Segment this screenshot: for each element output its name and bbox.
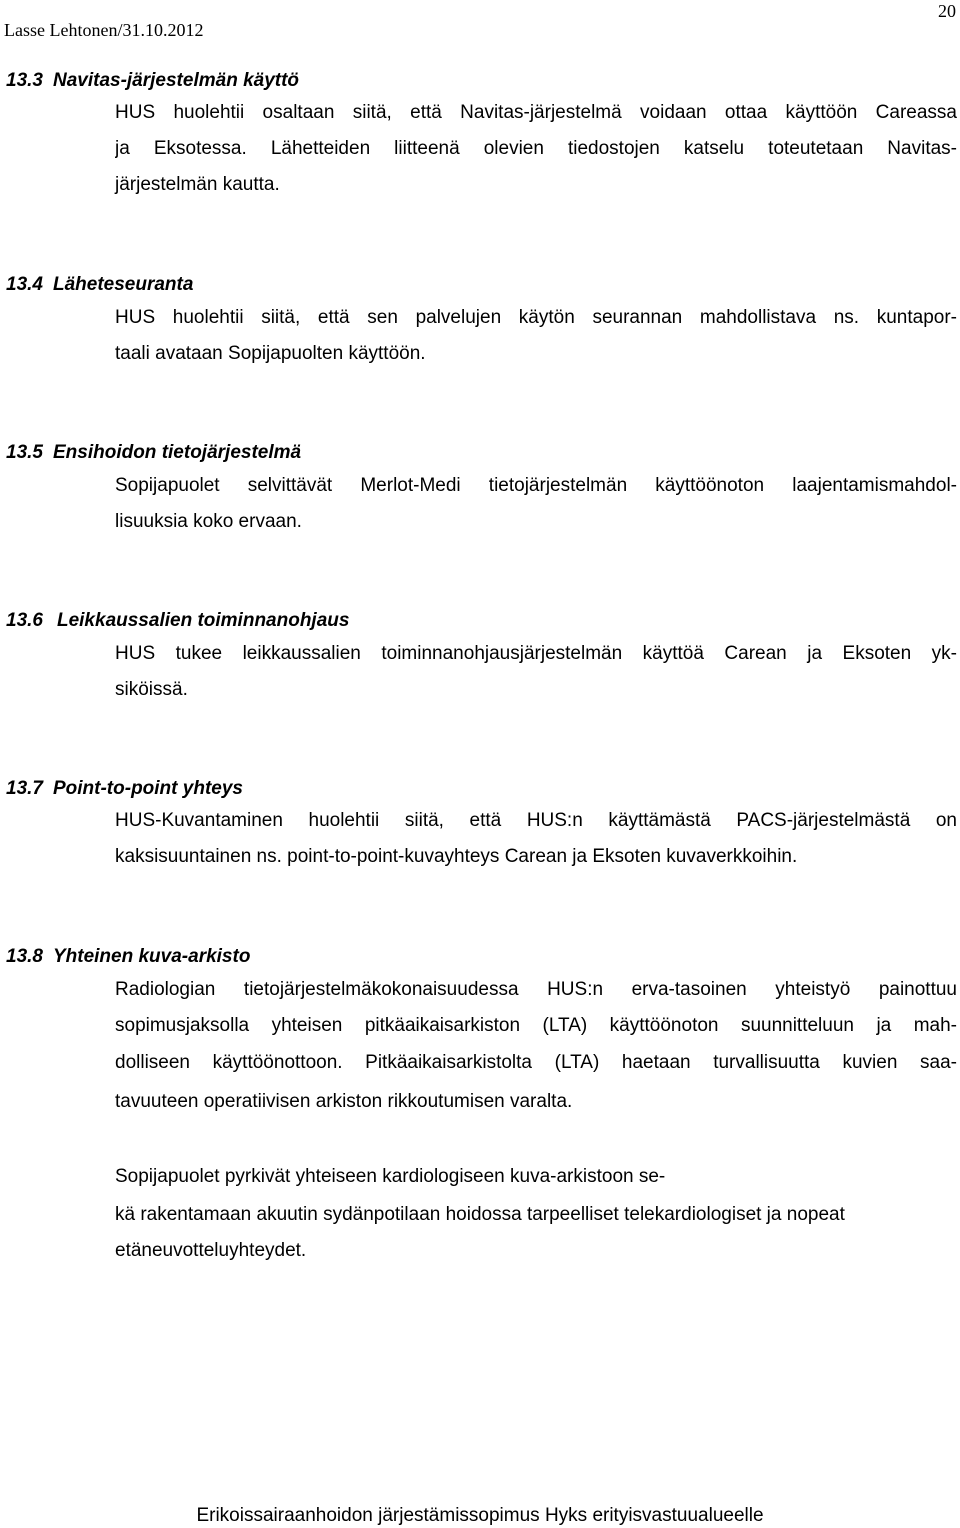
- body-line: HUS-Kuvantaminen huolehtii siitä, että HUS:n käyttämästä PACS-järjestelmästä on: [115, 810, 957, 831]
- section-number: 13.7: [6, 778, 43, 799]
- section-heading-13-6: [6, 610, 349, 632]
- body-line: etäneuvotteluyhteydet.: [115, 1240, 307, 1261]
- section-title: Läheteseuranta: [52, 274, 194, 295]
- body-line: tavuuteen operatiivisen arkiston rikkoutumisen varalta.: [115, 1091, 573, 1112]
- body-line: HUS huolehtii siitä, että sen palvelujen käytön seurannan mahdollistava ns. kuntapor-: [115, 307, 957, 328]
- body-line: kä rakentamaan akuutin sydänpotilaan hoidossa tarpeelliset telekardiologiset ja nopeat: [115, 1204, 845, 1225]
- body-line: Sopijapuolet pyrkivät yhteiseen kardiologiseen kuva-arkistoon se-: [115, 1166, 666, 1187]
- body-line: ja Eksotessa. Lähetteiden liitteenä olevien tiedostojen katselu toteutetaan Navitas-: [115, 138, 957, 159]
- section-title: Leikkaussalien toiminnanohjaus: [56, 610, 350, 631]
- body-line: Sopijapuolet selvittävät Merlot-Medi tietojärjestelmän käyttöönoton laajentamismahdol-: [115, 475, 957, 496]
- section-heading-13-4: [6, 274, 193, 296]
- body-line: järjestelmän kautta.: [115, 174, 280, 195]
- body-line: sopimusjaksolla yhteisen pitkäaikaisarkiston (LTA) käyttöönoton suunnitteluun ja mah-: [115, 1015, 957, 1036]
- body-line: HUS huolehtii osaltaan siitä, että Navitas-järjestelmä voidaan ottaa käyttöön Careassa: [115, 102, 957, 123]
- body-line: HUS tukee leikkaussalien toiminnanohjausjärjestelmän käyttöä Carean ja Eksoten yk-: [115, 643, 957, 664]
- section-title: Ensihoidon tietojärjestelmä: [52, 442, 302, 463]
- section-heading-13-5: [6, 442, 301, 464]
- section-number: 13.3: [6, 70, 43, 91]
- page-footer: Erikoissairaanhoidon järjestämissopimus Hyks erityisvastuualueelle: [196, 1505, 764, 1526]
- section-heading-13-7: [6, 778, 243, 800]
- body-line: taali avataan Sopijapuolten käyttöön.: [115, 343, 426, 364]
- section-title: Yhteinen kuva-arkisto: [52, 946, 251, 967]
- body-line: siköissä.: [115, 679, 188, 700]
- section-title: Navitas-järjestelmän käyttö: [52, 70, 300, 91]
- header-author-date: Lasse Lehtonen/31.10.2012: [4, 20, 204, 40]
- section-number: 13.4: [6, 274, 43, 295]
- body-line: Radiologian tietojärjestelmäkokonaisuudessa HUS:n erva-tasoinen yhteistyö painottuu: [115, 979, 957, 1000]
- section-heading-13-3: [6, 70, 299, 92]
- section-number: 13.5: [6, 442, 43, 463]
- section-number: 13.8: [6, 946, 43, 967]
- section-title: Point-to-point yhteys: [52, 778, 243, 799]
- body-line: dolliseen käyttöönottoon. Pitkäaikaisarkistolta (LTA) haetaan turvallisuutta kuvien saa-: [115, 1052, 957, 1073]
- page-number: 20: [938, 1, 956, 21]
- body-line: lisuuksia koko ervaan.: [115, 511, 302, 532]
- section-number: 13.6: [6, 610, 43, 631]
- section-heading-13-8: [6, 946, 250, 968]
- body-line: kaksisuuntainen ns. point-to-point-kuvayhteys Carean ja Eksoten kuvaverkkoihin.: [115, 846, 798, 867]
